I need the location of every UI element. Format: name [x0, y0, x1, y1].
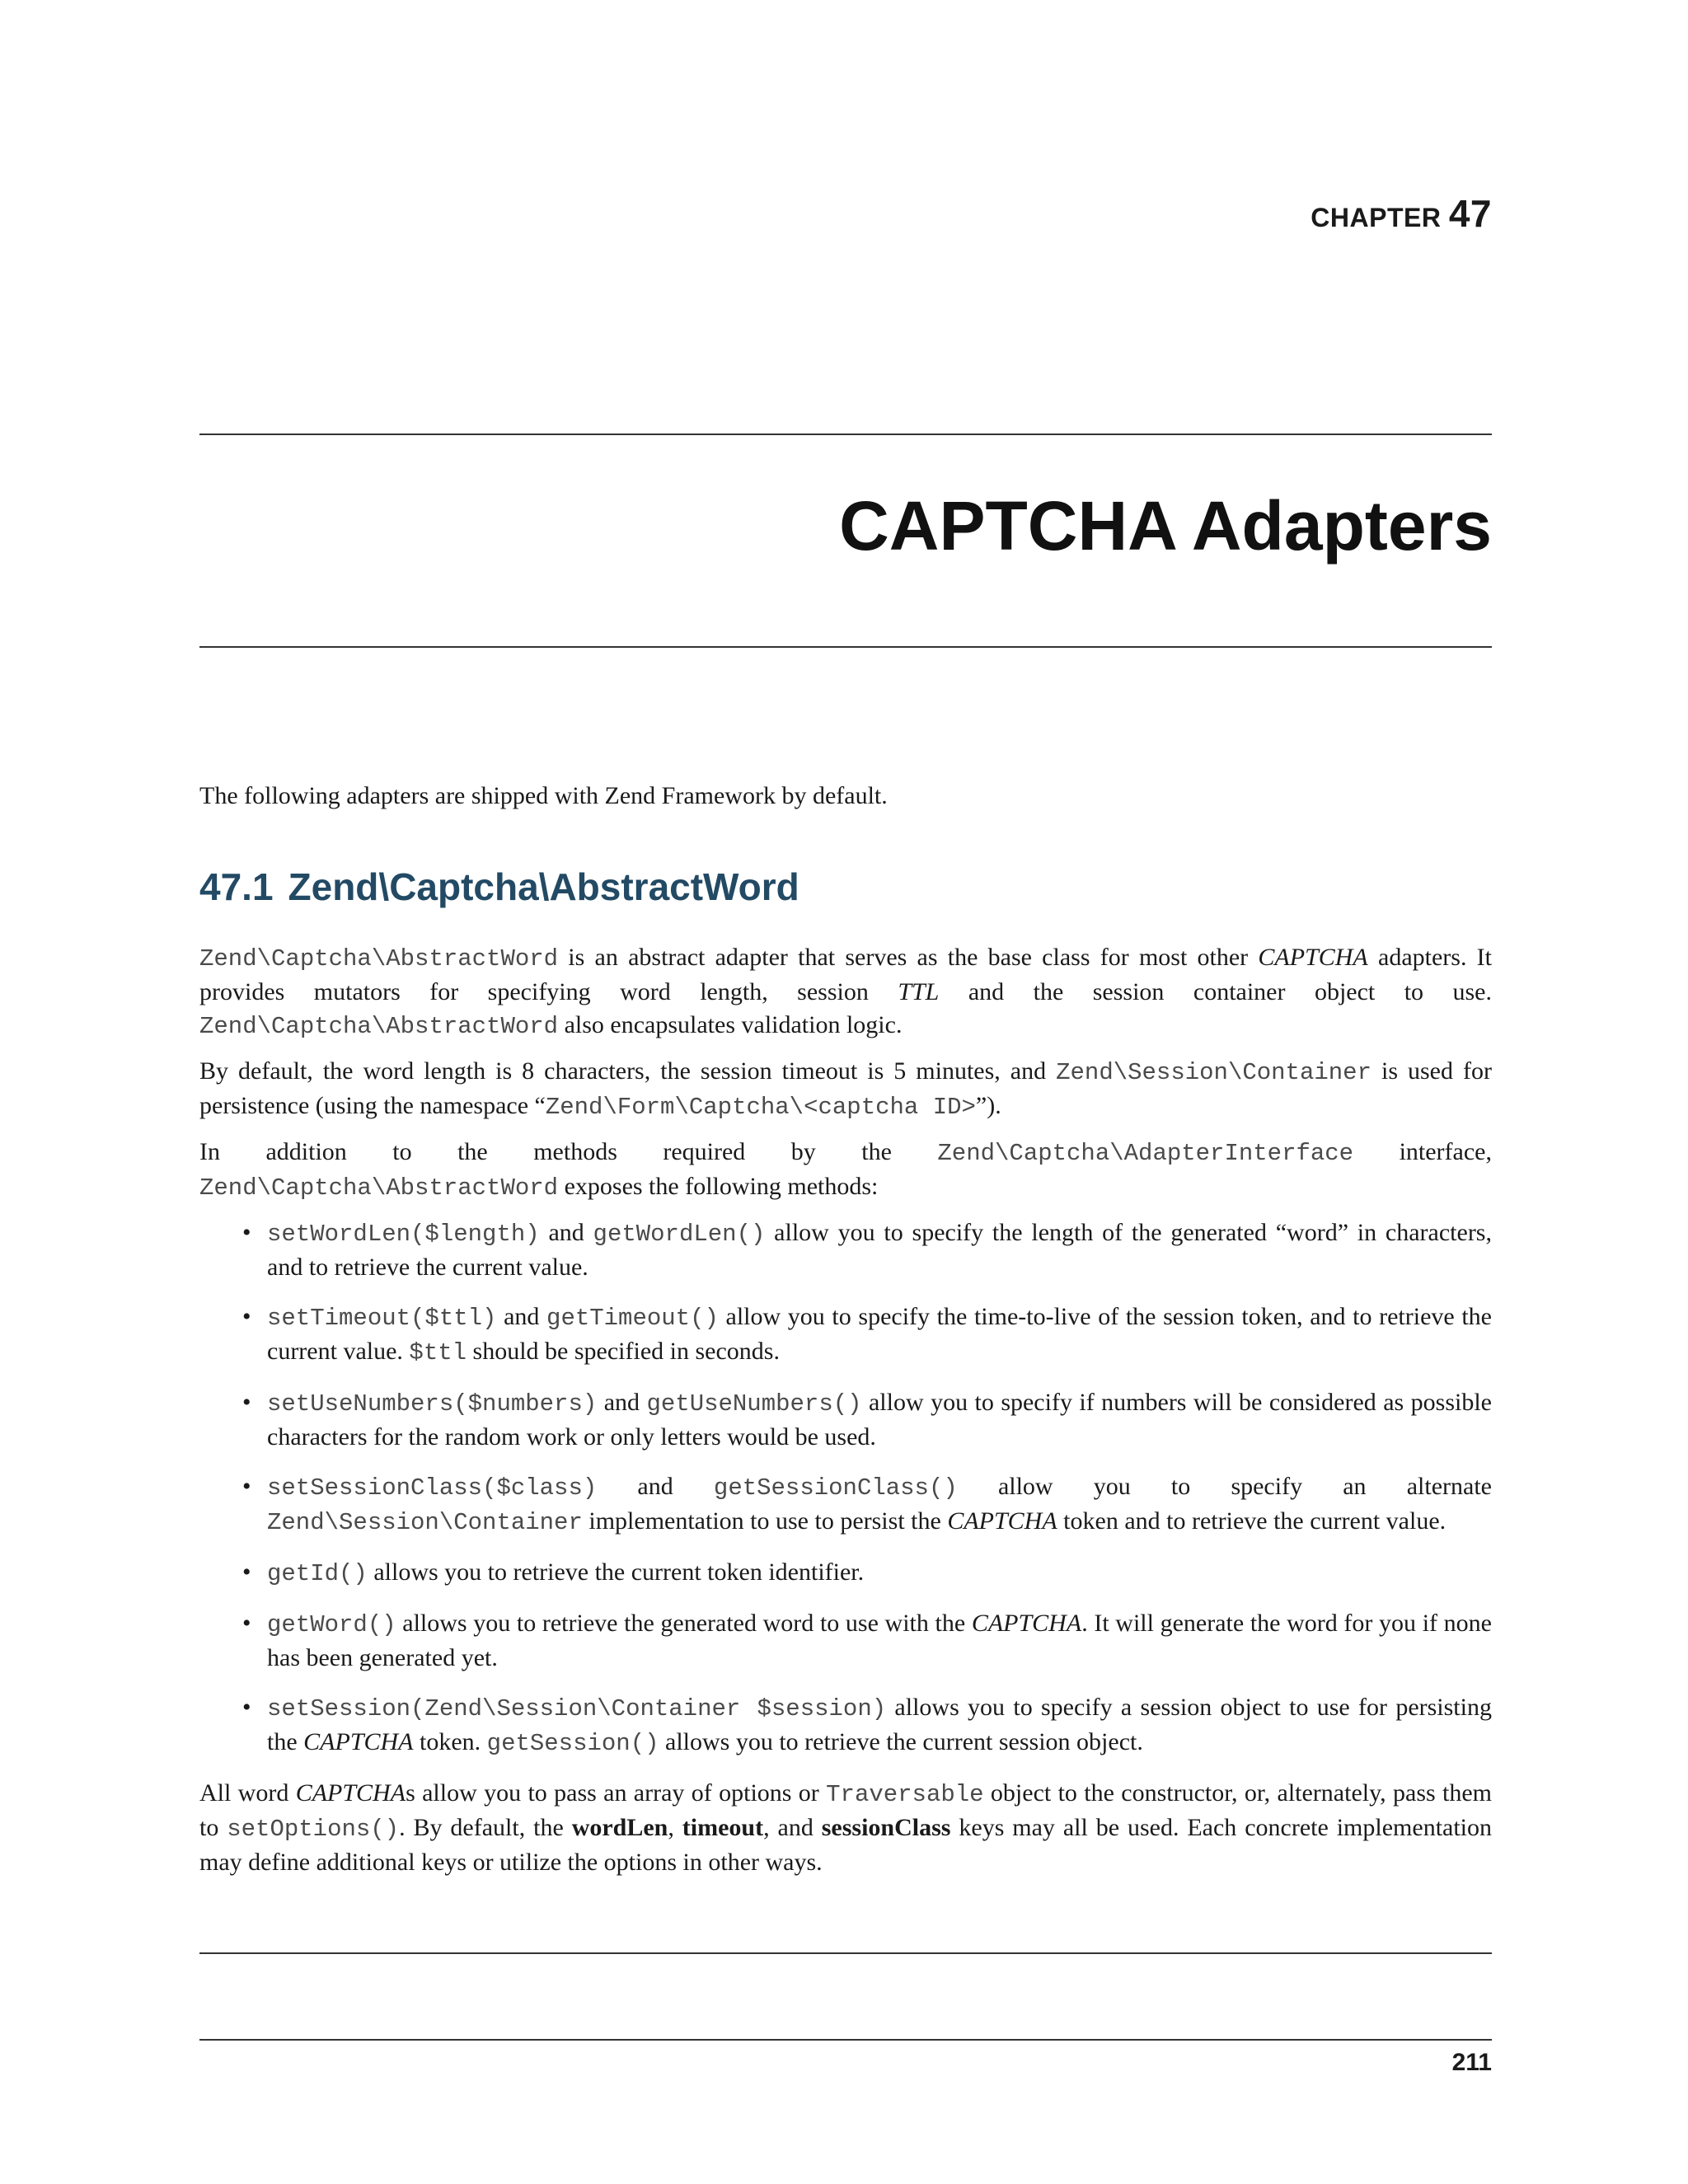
inline-code: Zend\Captcha\AbstractWord	[199, 1013, 559, 1040]
inline-code: Zend\Session\Container	[267, 1509, 583, 1536]
list-item	[199, 1691, 1492, 1760]
inline-code: setUseNumbers($numbers)	[267, 1390, 598, 1418]
text-run: interface,	[1353, 1138, 1492, 1165]
text-run: also encapsulates validation logic.	[558, 1011, 903, 1038]
paragraph-abstractword-description	[199, 941, 1492, 1043]
text-run: implementation to use to persist the	[582, 1507, 948, 1535]
text-run: token and to retrieve the current value.	[1057, 1507, 1447, 1535]
list-item	[199, 1386, 1492, 1454]
section-title-text: Zend\Captcha\AbstractWord	[288, 865, 799, 908]
text-run: . By default, the	[399, 1814, 572, 1841]
text-run: s allow you to pass an array of options or	[406, 1779, 827, 1807]
text-run: , and	[763, 1814, 822, 1841]
text-run: ,	[668, 1814, 682, 1841]
text-run: allow you to specify the time-to-live of the session token, and to retrieve the current value.	[267, 1303, 1492, 1365]
text-run: token.	[413, 1728, 487, 1755]
chapter-label	[1311, 191, 1492, 236]
bullet-symbol: •	[242, 1558, 251, 1586]
paragraph-defaults	[199, 1055, 1492, 1124]
text-run: should be specified in seconds.	[467, 1338, 780, 1365]
text-run: allows you to specify a session object to use for persisting the	[267, 1694, 1492, 1755]
inline-code: Zend\Captcha\AbstractWord	[199, 1174, 559, 1202]
inline-code: getId()	[267, 1560, 368, 1587]
inline-code: Traversable	[826, 1781, 984, 1808]
emphasis: CAPTCHA	[947, 1507, 1057, 1535]
inline-code: setSessionClass($class)	[267, 1474, 598, 1502]
strong-text: wordLen	[571, 1814, 668, 1841]
section-heading	[199, 864, 1492, 910]
paragraph-options	[199, 1777, 1492, 1879]
text-run: By default, the word length is 8 characters, the session timeout is 5 minutes, and	[199, 1057, 1057, 1085]
chapter-number: 47	[1448, 192, 1492, 235]
footer-rule	[199, 2039, 1492, 2041]
emphasis: CAPTCHA	[295, 1779, 406, 1807]
title-top-rule	[199, 434, 1492, 435]
text-run: allow you to specify if numbers will be considered as possible characters for the random work or only letters would be used.	[267, 1389, 1492, 1451]
text-run: is used for persistence (using the namespace “	[199, 1057, 1492, 1119]
chapter-title: CAPTCHA Adapters	[839, 487, 1492, 565]
inline-code: getSession()	[486, 1730, 659, 1757]
text-run: ”).	[975, 1092, 1001, 1119]
strong-text: timeout	[682, 1814, 764, 1841]
emphasis: TTL	[898, 978, 940, 1005]
inline-code: getWord()	[267, 1611, 396, 1638]
list-item	[199, 1607, 1492, 1675]
bullet-symbol: •	[242, 1389, 251, 1416]
methods-list	[199, 1216, 1492, 1760]
emphasis: CAPTCHA	[971, 1610, 1082, 1637]
text-run: allows you to retrieve the current token identifier.	[367, 1558, 865, 1586]
page-number: 211	[1451, 2049, 1492, 2076]
section-number: 47.1	[199, 865, 274, 908]
bullet-symbol: •	[242, 1303, 251, 1330]
document-page	[199, 0, 1492, 2184]
inline-code: getSessionClass()	[713, 1474, 958, 1502]
inline-code: Zend\Captcha\AbstractWord	[199, 945, 559, 972]
bullet-symbol: •	[242, 1694, 251, 1721]
emphasis: CAPTCHA	[303, 1728, 414, 1755]
text-run: exposes the following methods:	[558, 1173, 879, 1200]
text-run: adapters. It provides mutators for specifying word length, session	[199, 944, 1493, 1005]
text-run: and	[597, 1473, 714, 1500]
bullet-symbol: •	[242, 1473, 251, 1500]
title-bottom-rule	[199, 646, 1492, 648]
inline-code: setWordLen($length)	[267, 1221, 540, 1248]
inline-code: Zend\Captcha\AdapterInterface	[937, 1140, 1354, 1167]
content-bottom-rule	[199, 1952, 1492, 1954]
text-run: object to the constructor, or, alternately, pass them to	[199, 1779, 1493, 1841]
text-run: In addition to the methods required by the	[199, 1138, 938, 1165]
list-item	[199, 1470, 1492, 1540]
inline-code: getUseNumbers()	[646, 1390, 862, 1418]
text-run: allow you to specify the length of the generated “word” in characters, and to retrieve the current value.	[267, 1219, 1492, 1281]
inline-code: getWordLen()	[593, 1221, 766, 1248]
text-run: and	[597, 1389, 647, 1416]
bullet-symbol: •	[242, 1219, 251, 1246]
emphasis: CAPTCHA	[1258, 944, 1368, 971]
text-run: All word	[199, 1779, 296, 1807]
text-run: allows you to retrieve the current session object.	[659, 1728, 1143, 1755]
text-run: and	[496, 1303, 547, 1330]
inline-code: setOptions()	[227, 1816, 400, 1843]
intro-paragraph: The following adapters are shipped with Zend Framework by default.	[199, 782, 888, 809]
inline-code: $ttl	[409, 1339, 467, 1366]
paragraph-methods-intro	[199, 1136, 1492, 1205]
text-run: allows you to retrieve the generated word to use with the	[396, 1610, 972, 1637]
chapter-label-text: CHAPTER	[1311, 203, 1442, 232]
bullet-symbol: •	[242, 1610, 251, 1637]
list-item	[199, 1216, 1492, 1284]
text-run: keys may all be used. Each concrete implementation may define additional keys or utilize the options in other ways.	[199, 1814, 1493, 1876]
inline-code: Zend\Session\Container	[1056, 1059, 1372, 1086]
list-item	[199, 1556, 1492, 1591]
inline-code: setTimeout($ttl)	[267, 1305, 497, 1332]
text-run: and the session container object to use.	[939, 978, 1492, 1005]
text-run: allow you to specify an alternate	[957, 1473, 1492, 1500]
text-run: and	[539, 1219, 593, 1246]
chapter-content	[199, 780, 1492, 1891]
inline-code: Zend\Form\Captcha\<captcha ID>	[545, 1094, 976, 1121]
inline-code: getTimeout()	[546, 1305, 719, 1332]
strong-text: sessionClass	[821, 1814, 951, 1841]
list-item	[199, 1301, 1492, 1370]
inline-code: setSession(Zend\Session\Container $session)	[267, 1695, 887, 1722]
text-run: is an abstract adapter that serves as the base class for most other	[558, 944, 1259, 971]
text-run: . It will generate the word for you if none has been generated yet.	[267, 1610, 1492, 1671]
